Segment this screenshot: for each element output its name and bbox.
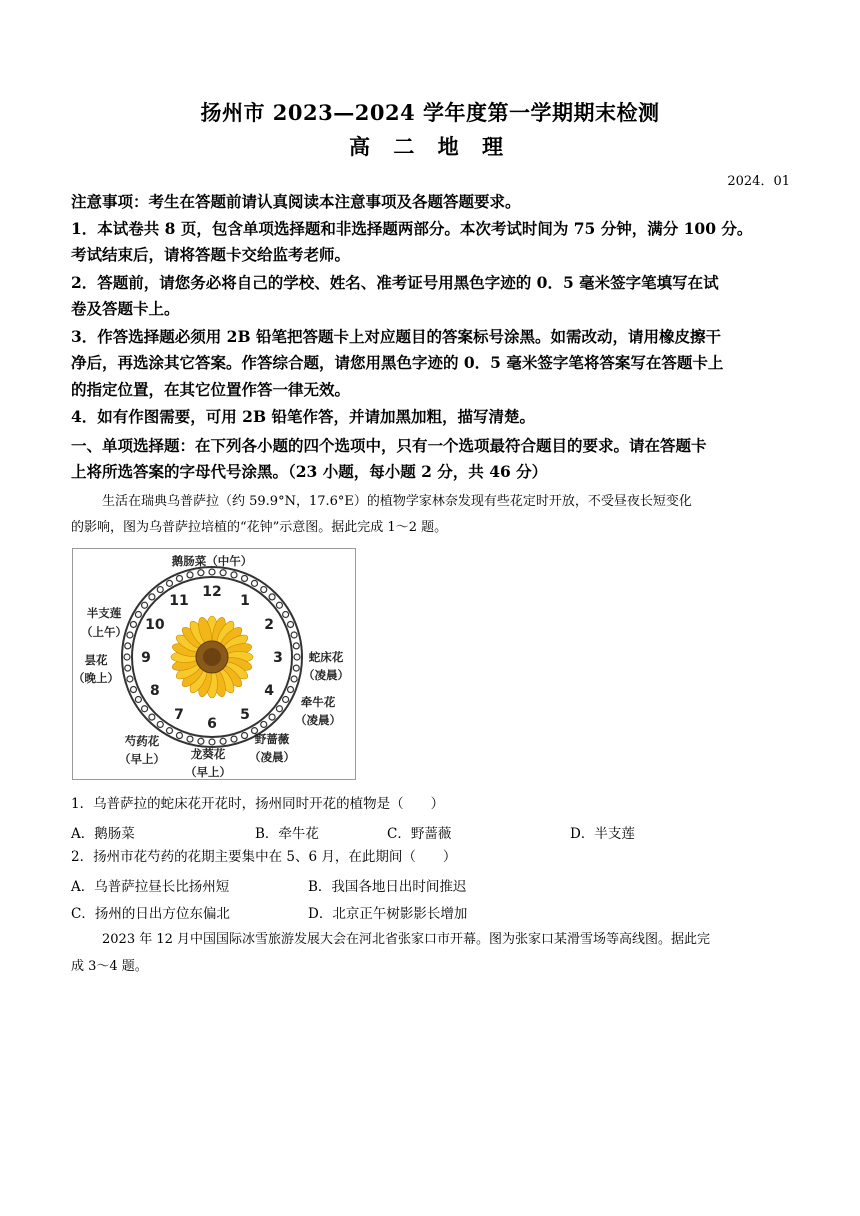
q2-option-b[interactable]: B．我国各地日出时间推迟 bbox=[308, 879, 467, 895]
clock-number: 11 bbox=[169, 592, 189, 609]
clock-number: 5 bbox=[240, 707, 250, 724]
dial-bead bbox=[187, 572, 193, 578]
dial-bead bbox=[242, 733, 248, 739]
dial-bead bbox=[261, 721, 267, 727]
dial-bead bbox=[293, 643, 299, 649]
dial-bead bbox=[142, 602, 148, 608]
flower-clock-svg bbox=[72, 548, 356, 780]
q1-option-d[interactable]: D．半支莲 bbox=[570, 826, 635, 842]
dial-bead bbox=[149, 714, 155, 720]
clock-number: 6 bbox=[207, 716, 217, 732]
clock-number: 2 bbox=[264, 617, 275, 633]
dial-bead bbox=[135, 697, 141, 703]
dial-bead bbox=[157, 721, 163, 727]
clock-number: 9 bbox=[141, 650, 151, 666]
notice-item: 4．如有作图需要，可用 2B 铅笔作答，并请加黑加粗，描写清楚。 bbox=[71, 407, 535, 426]
label-shaoyaohua-time: （早上） bbox=[119, 752, 165, 766]
label-banzhilian: 半支莲 bbox=[86, 606, 122, 620]
dial-bead bbox=[231, 572, 237, 578]
notice-item: 3．作答选择题必须用 2B 铅笔把答题卡上对应题目的答案标号涂黑。如需改动，请用橡皮擦干 bbox=[71, 327, 721, 346]
intro-paragraph-2-cont: 成 3～4 题。 bbox=[71, 959, 148, 974]
q1-option-a[interactable]: A．鹅肠菜 bbox=[71, 826, 135, 842]
notice-item: 净后，再选涂其它答案。作答综合题，请您用黑色字迹的 0．5 毫米签字笔将答案写在答题卡上 bbox=[71, 353, 724, 372]
dial-bead bbox=[293, 665, 299, 671]
dial-bead bbox=[135, 612, 141, 618]
dial-bead bbox=[125, 665, 131, 671]
dial-bead bbox=[242, 575, 248, 581]
label-shechuanghua-time: （凌晨） bbox=[303, 668, 349, 682]
dial-bead bbox=[130, 687, 136, 693]
label-tanhua: 昙花 bbox=[84, 653, 108, 667]
clock-number: 10 bbox=[145, 617, 165, 633]
clock-number: 3 bbox=[273, 650, 283, 666]
dial-bead bbox=[167, 728, 173, 734]
label-shaoyaohua: 芍药花 bbox=[124, 734, 160, 748]
notice-item: 的指定位置，在其它位置作答一律无效。 bbox=[71, 380, 351, 399]
notice-heading: 注意事项：考生在答题前请认真阅读本注意事项及各题答题要求。 bbox=[71, 192, 521, 211]
dial-bead bbox=[220, 570, 226, 576]
sunflower-icon bbox=[171, 616, 253, 698]
label-longkuihua: 龙葵花 bbox=[190, 747, 226, 761]
question-2-stem: 2．扬州市花芍药的花期主要集中在 5、6 月，在此期间（ ） bbox=[71, 849, 457, 865]
dial-bead bbox=[261, 587, 267, 593]
dial-bead bbox=[269, 594, 275, 600]
intro-paragraph: 生活在瑞典乌普萨拉（约 59.9°N，17.6°E）的植物学家林奈发现有些花定时开放，不受昼夜长短变化 bbox=[102, 494, 692, 509]
dial-bead bbox=[187, 736, 193, 742]
label-qianniuhua-time: （凌晨） bbox=[295, 713, 341, 727]
dial-bead bbox=[294, 654, 300, 660]
clock-number: 8 bbox=[149, 683, 160, 699]
q1-option-c[interactable]: C．野蔷薇 bbox=[387, 826, 452, 842]
label-longkuihua-time: （早上） bbox=[185, 765, 231, 779]
dial-bead bbox=[124, 654, 130, 660]
dial-bead bbox=[176, 733, 182, 739]
label-yeqiangwei-time: （凌晨） bbox=[249, 750, 295, 764]
intro-paragraph-cont: 的影响，图为乌普萨拉培植的“花钟”示意图。据此完成 1～2 题。 bbox=[71, 520, 448, 535]
q2-option-d[interactable]: D．北京正午树影影长增加 bbox=[308, 906, 468, 922]
q1-option-b[interactable]: B．牵牛花 bbox=[255, 826, 319, 842]
exam-date: 2024．01 bbox=[727, 174, 790, 189]
dial-bead bbox=[291, 632, 297, 638]
dial-bead bbox=[176, 575, 182, 581]
section-heading-cont: 上将所选答案的字母代号涂黑。（23 小题，每小题 2 分，共 46 分） bbox=[71, 462, 548, 481]
notice-item: 考试结束后，请将答题卡交给监考老师。 bbox=[71, 245, 351, 264]
dial-bead bbox=[127, 676, 133, 682]
dial-bead bbox=[220, 738, 226, 744]
dial-bead bbox=[276, 602, 282, 608]
clock-number: 1 bbox=[240, 592, 250, 609]
label-tanhua-time: （晚上） bbox=[73, 671, 119, 685]
label-banzhilian-time: （上午） bbox=[81, 625, 127, 639]
label-yeqiangwei: 野蔷薇 bbox=[254, 732, 290, 746]
q2-option-a[interactable]: A．乌普萨拉昼长比扬州短 bbox=[71, 879, 230, 895]
exam-title: 扬州市 2023—2024 学年度第一学期期末检测 bbox=[200, 100, 660, 125]
notice-item: 2．答题前，请您务必将自己的学校、姓名、准考证号用黑色字迹的 0．5 毫米签字笔填写在试 bbox=[71, 273, 719, 292]
dial-bead bbox=[283, 612, 289, 618]
dial-bead bbox=[198, 570, 204, 576]
dial-bead bbox=[283, 697, 289, 703]
question-1-stem: 1．乌普萨拉的蛇床花开花时，扬州同时开花的植物是（ ） bbox=[71, 796, 445, 812]
notice-item: 卷及答题卡上。 bbox=[71, 299, 180, 318]
exam-subject: 高 二 地 理 bbox=[349, 134, 511, 159]
dial-bead bbox=[231, 736, 237, 742]
dial-bead bbox=[167, 580, 173, 586]
dial-bead bbox=[198, 738, 204, 744]
label-qianniuhua: 牵牛花 bbox=[300, 695, 336, 709]
dial-bead bbox=[288, 687, 294, 693]
q2-option-c[interactable]: C．扬州的日出方位东偏北 bbox=[71, 906, 230, 922]
dial-bead bbox=[157, 587, 163, 593]
dial-bead bbox=[142, 706, 148, 712]
dial-bead bbox=[269, 714, 275, 720]
flower-clock-figure bbox=[72, 548, 356, 780]
dial-bead bbox=[209, 739, 215, 745]
dial-bead bbox=[291, 676, 297, 682]
dial-bead bbox=[209, 569, 215, 575]
dial-bead bbox=[130, 621, 136, 627]
dial-bead bbox=[288, 621, 294, 627]
dial-bead bbox=[252, 580, 258, 586]
clock-number: 7 bbox=[174, 707, 184, 724]
dial-bead bbox=[276, 706, 282, 712]
intro-paragraph-2: 2023 年 12 月中国国际冰雪旅游发展大会在河北省张家口市开幕。图为张家口某滑雪场等高线图。据此完 bbox=[102, 932, 711, 947]
dial-bead bbox=[125, 643, 131, 649]
dial-bead bbox=[149, 594, 155, 600]
label-echangcai: 鹅肠菜（中午） bbox=[171, 554, 253, 568]
section-heading: 一、单项选择题：在下列各小题的四个选项中，只有一个选项最符合题目的要求。请在答题卡 bbox=[71, 436, 707, 455]
label-shechuanghua: 蛇床花 bbox=[308, 650, 344, 664]
clock-number: 12 bbox=[202, 584, 222, 600]
dial-bead bbox=[127, 632, 133, 638]
notice-item: 1．本试卷共 8 页，包含单项选择题和非选择题两部分。本次考试时间为 75 分钟，满分 100 分。 bbox=[71, 219, 753, 238]
clock-number: 4 bbox=[264, 683, 275, 699]
